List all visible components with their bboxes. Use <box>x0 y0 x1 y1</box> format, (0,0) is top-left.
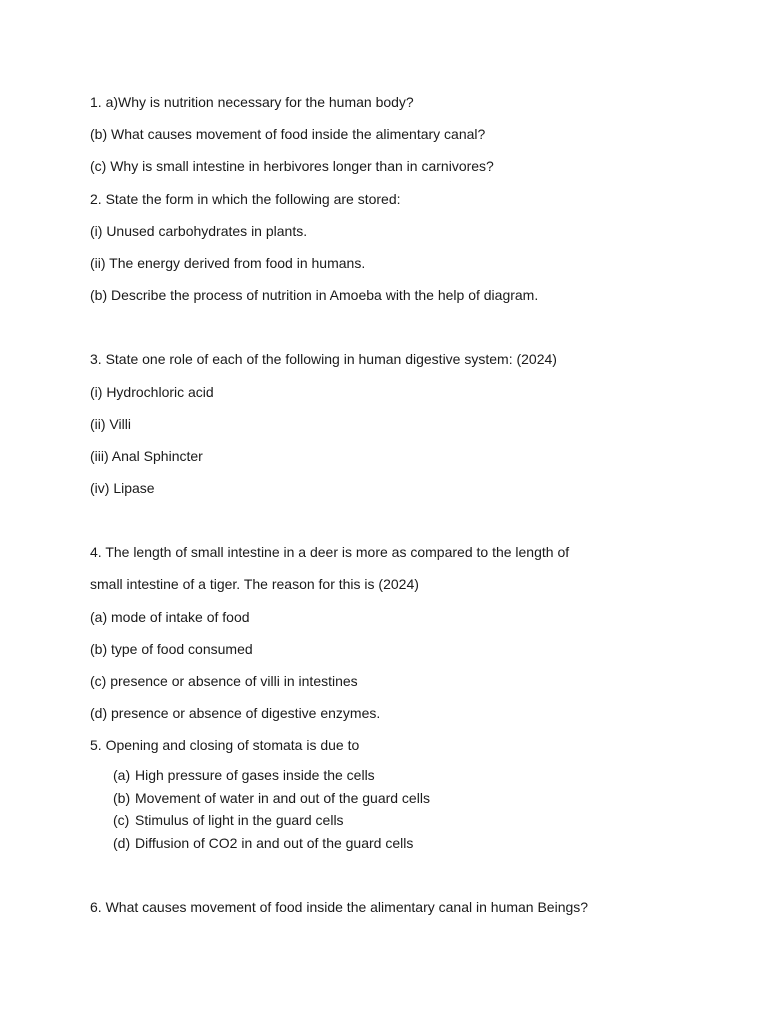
question-2-ii: (ii) The energy derived from food in humans. <box>90 254 366 271</box>
question-3-iii: (iii) Anal Sphincter <box>90 447 203 464</box>
question-1b: (b) What causes movement of food inside the alimentary canal? <box>90 126 486 143</box>
spacer <box>90 855 710 897</box>
option-text: Diffusion of CO2 in and out of the guard cells <box>135 834 414 851</box>
document-page <box>90 92 710 930</box>
question-3-stem: 3. State one role of each of the following in human digestive system: (2024) <box>90 351 557 368</box>
option-text: Stimulus of light in the guard cells <box>135 812 344 829</box>
question-4d: (d) presence or absence of digestive enzymes. <box>90 705 381 722</box>
option-text: Movement of water in and out of the guard cells <box>135 789 430 806</box>
question-1c: (c) Why is small intestine in herbivores longer than in carnivores? <box>90 158 494 175</box>
question-3-i: (i) Hydrochloric acid <box>90 383 214 400</box>
question-5-option <box>113 833 710 853</box>
question-4a: (a) mode of intake of food <box>90 608 250 625</box>
option-marker: (c) <box>113 812 130 829</box>
spacer <box>90 317 710 349</box>
question-5-option <box>113 788 710 808</box>
question-5-options <box>113 765 710 853</box>
question-4-stem-line1: 4. The length of small intestine in a deer is more as compared to the length of <box>90 544 570 561</box>
spacer <box>90 510 710 542</box>
option-marker: (b) <box>113 789 131 806</box>
question-2-i: (i) Unused carbohydrates in plants. <box>90 222 308 239</box>
question-3-iv: (iv) Lipase <box>90 480 155 497</box>
question-4-stem-line2: small intestine of a tiger. The reason for this is (2024) <box>90 576 419 593</box>
question-4b: (b) type of food consumed <box>90 640 253 657</box>
question-4c: (c) presence or absence of villi in intestines <box>90 673 358 689</box>
question-5-stem: 5. Opening and closing of stomata is due to <box>90 737 360 754</box>
question-6-stem: 6. What causes movement of food inside the alimentary canal in human Beings? <box>90 899 589 916</box>
question-5-option <box>113 810 710 830</box>
question-2b: (b) Describe the process of nutrition in Amoeba with the help of diagram. <box>90 287 539 304</box>
question-5-option <box>113 765 710 785</box>
question-2-stem: 2. State the form in which the following are stored: <box>90 190 401 207</box>
question-3-ii: (ii) Villi <box>90 415 131 432</box>
option-marker: (a) <box>113 767 131 784</box>
question-1a: 1. a)Why is nutrition necessary for the human body? <box>90 94 414 110</box>
option-marker: (d) <box>113 834 131 851</box>
option-text: High pressure of gases inside the cells <box>135 767 375 784</box>
